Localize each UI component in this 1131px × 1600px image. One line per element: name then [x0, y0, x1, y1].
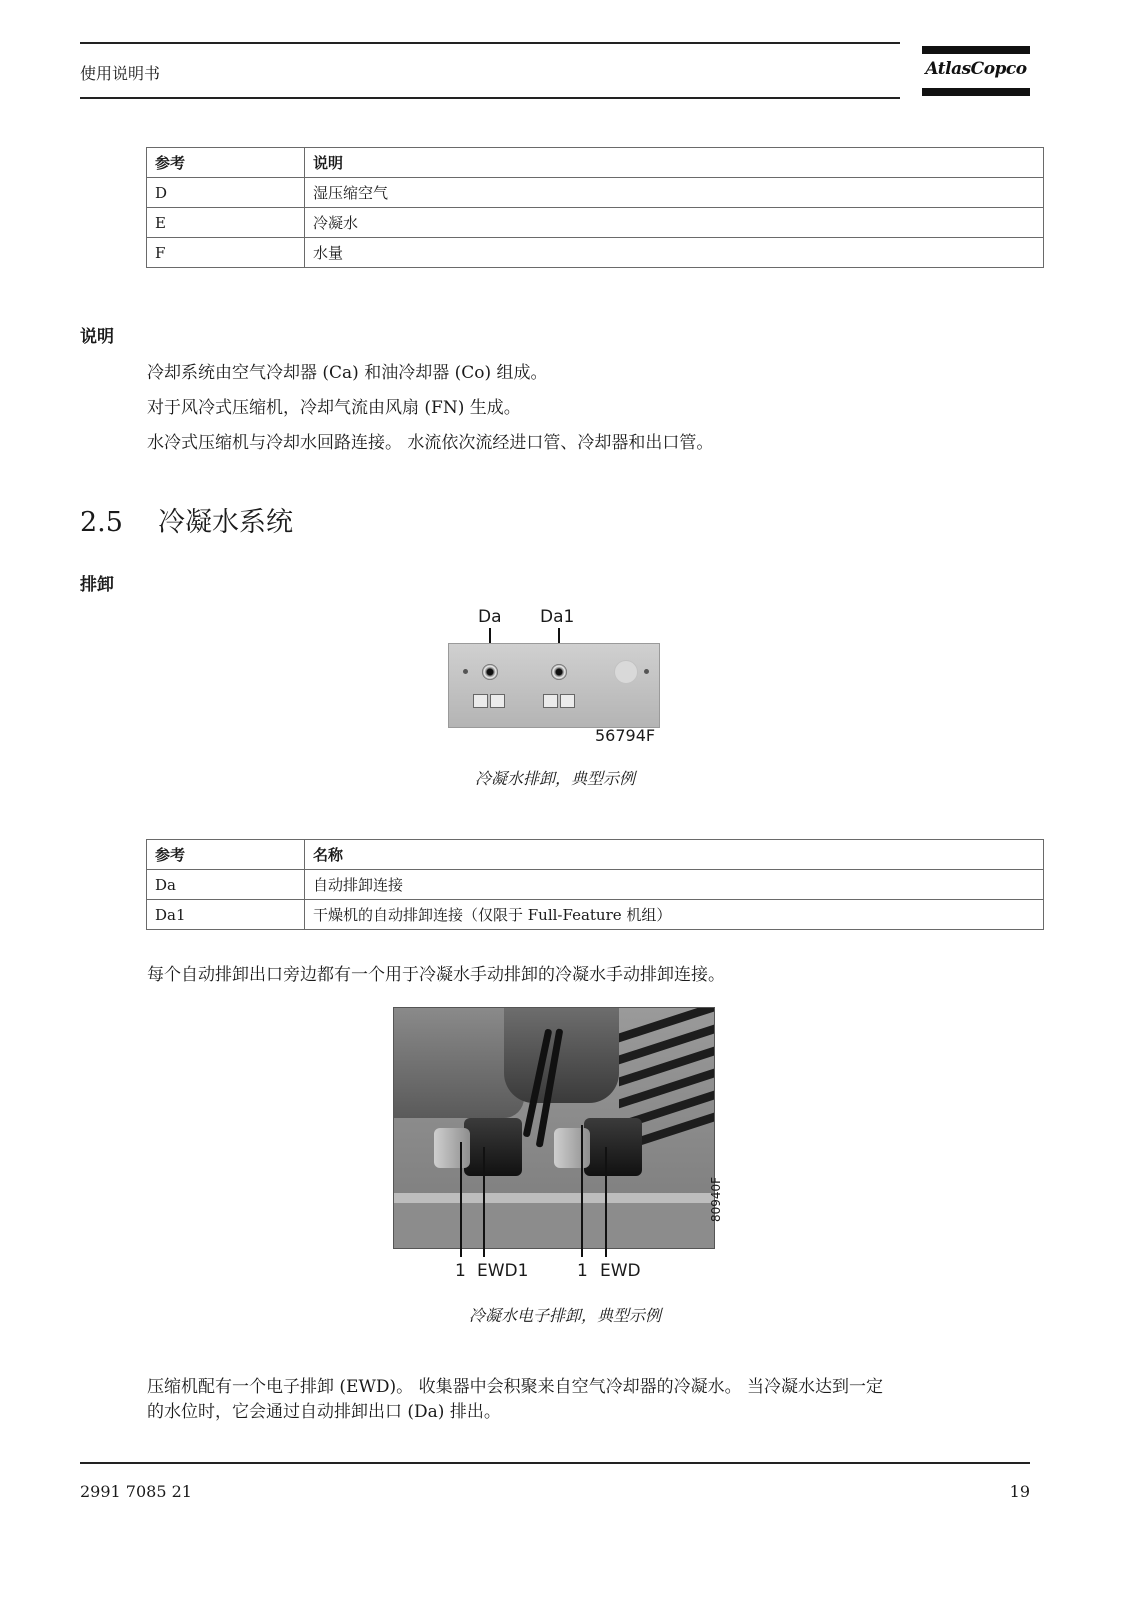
table-cell: Da1: [147, 900, 305, 930]
table-header-cell: 名称: [305, 840, 1044, 870]
reference-table-2: [146, 839, 1044, 930]
table-cell: 干燥机的自动排卸连接（仅限于 Full-Feature 机组）: [305, 900, 1044, 930]
table-row: [147, 870, 1044, 900]
atlas-copco-logo: [922, 46, 1030, 100]
table-cell: 冷凝水: [305, 208, 1044, 238]
description-paragraph: 对于风冷式压缩机，冷却气流由风扇 (FN) 生成。: [147, 398, 521, 418]
drain-panel-plate: [448, 643, 660, 728]
drain-symbol-icon: [560, 694, 575, 708]
leader-line: [581, 1125, 583, 1257]
drum-shape: [504, 1008, 619, 1103]
table-header-cell: 参考: [147, 148, 305, 178]
table-cell: 水量: [305, 238, 1044, 268]
header-title: 使用说明书: [80, 64, 161, 83]
table-row: [147, 178, 1044, 208]
table-header-row: [147, 148, 1044, 178]
section-number: 2.5: [80, 507, 123, 538]
drain-heading: 排卸: [80, 575, 114, 595]
figure-label-1: 1: [455, 1261, 466, 1281]
table-cell: F: [147, 238, 305, 268]
description-paragraph: 冷却系统由空气冷却器 (Ca) 和油冷却器 (Co) 组成。: [147, 363, 548, 383]
drain-connection-figure: [445, 600, 665, 750]
leader-line: [460, 1142, 462, 1257]
table-cell: 自动排卸连接: [305, 870, 1044, 900]
figure-label-da1: Da1: [540, 607, 575, 627]
electronic-drain-photo: [393, 1007, 715, 1249]
drain-symbol-icon: [473, 694, 488, 708]
base-shape: [394, 1203, 714, 1248]
table-row: [147, 900, 1044, 930]
footer-rule: [80, 1462, 1030, 1464]
figure-caption: 冷凝水电子排卸，典型示例: [468, 1306, 661, 1325]
logo-wordmark: AtlasCopco: [925, 59, 1027, 79]
drain-valve-ewd1: [464, 1118, 522, 1176]
blank-port: [614, 660, 638, 684]
table-cell: Da: [147, 870, 305, 900]
figure-label-ewd1: EWD1: [477, 1261, 529, 1281]
figure-label-ewd: EWD: [600, 1261, 641, 1281]
screw: [644, 669, 649, 674]
table-row: [147, 208, 1044, 238]
manual-drain-text: 每个自动排卸出口旁边都有一个用于冷凝水手动排卸的冷凝水手动排卸连接。: [147, 965, 725, 985]
table-cell: E: [147, 208, 305, 238]
table-header-cell: 参考: [147, 840, 305, 870]
drain-port-da: [482, 664, 498, 680]
document-number: 2991 7085 21: [80, 1482, 192, 1501]
drain-port-da1: [551, 664, 567, 680]
drain-valve-ewd: [584, 1118, 642, 1176]
header-rule-top: [80, 42, 900, 44]
leader-line: [483, 1147, 485, 1257]
figure-label-1: 1: [577, 1261, 588, 1281]
figure-caption: 冷凝水排卸，典型示例: [474, 769, 635, 788]
section-title: [80, 500, 293, 539]
leader-line: [605, 1147, 607, 1257]
drain-symbol-icon: [490, 694, 505, 708]
reference-table-1: [146, 147, 1044, 268]
description-heading: 说明: [80, 327, 114, 347]
description-paragraph: 水冷式压缩机与冷却水回路连接。 水流依次流经进口管、冷却器和出口管。: [147, 433, 714, 453]
rail-shape: [394, 1193, 714, 1203]
page-number: 19: [1009, 1482, 1030, 1501]
header-rule-bottom: [80, 97, 900, 99]
drain-symbol-icon: [543, 694, 558, 708]
figure-code: 80940F: [709, 1176, 723, 1222]
table-cell: D: [147, 178, 305, 208]
table-header-row: [147, 840, 1044, 870]
electronic-drain-figure: [393, 1007, 733, 1287]
ewd-paragraph-line: 压缩机配有一个电子排卸 (EWD)。 收集器中会积聚来自空气冷却器的冷凝水。 当冷凝水达到一定: [147, 1377, 883, 1397]
table-cell: 湿压缩空气: [305, 178, 1044, 208]
figure-label-da: Da: [478, 607, 502, 627]
figure-code: 56794F: [595, 726, 656, 745]
table-row: [147, 238, 1044, 268]
ewd-paragraph-line: 的水位时，它会通过自动排卸出口 (Da) 排出。: [147, 1402, 501, 1422]
screw: [463, 669, 468, 674]
table-header-cell: 说明: [305, 148, 1044, 178]
section-title-text: 冷凝水系统: [158, 507, 293, 538]
